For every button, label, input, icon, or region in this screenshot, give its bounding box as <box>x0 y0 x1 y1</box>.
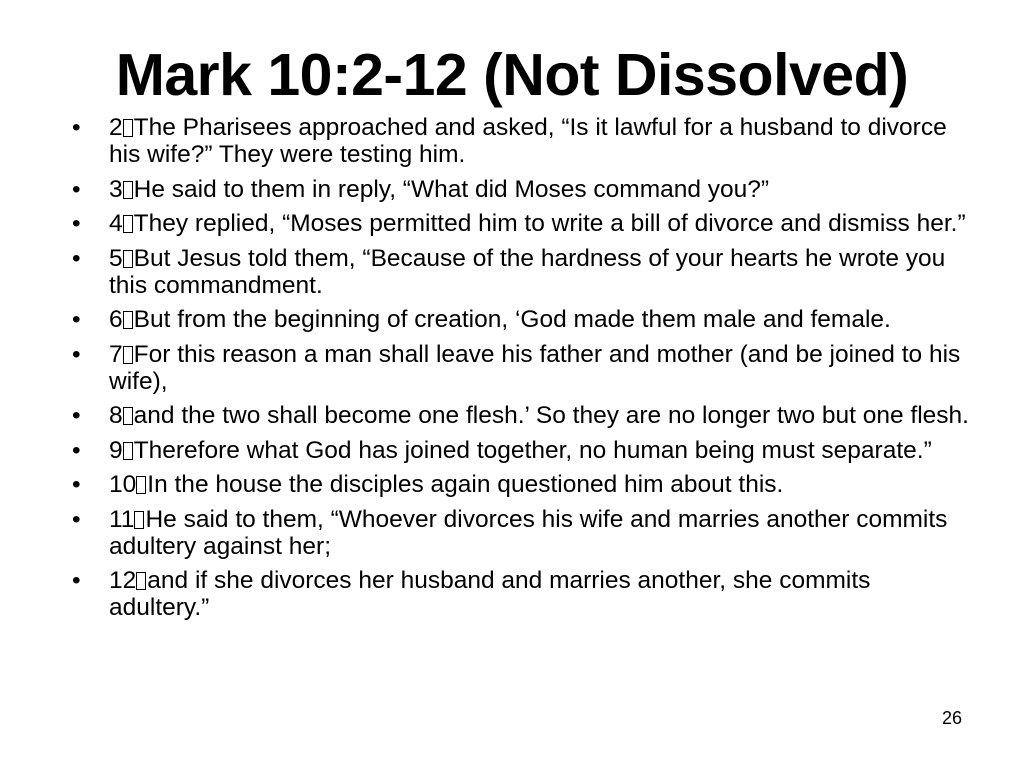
bullet-icon: • <box>72 436 81 464</box>
verse-item <box>72 402 972 429</box>
verse-item <box>72 245 972 299</box>
missing-glyph-icon <box>123 181 133 199</box>
missing-glyph-icon <box>136 572 146 590</box>
verse-text: The Pharisees approached and asked, “Is it lawful for a husband to divorce his wife?” They were testing him. <box>109 114 947 168</box>
verse-number: 8 <box>109 402 123 429</box>
bullet-icon: • <box>72 306 81 333</box>
missing-glyph-icon <box>136 476 146 494</box>
verse-number: 9 <box>109 436 123 464</box>
verse-text: For this reason a man shall leave his father and mother (and be joined to his wife), <box>109 340 961 395</box>
verse-text: Therefore what God has joined together, no human being must separate.” <box>133 436 932 464</box>
verse-text: He said to them, “Whoever divorces his wife and marries another commits adultery against her; <box>109 505 948 560</box>
missing-glyph-icon <box>123 119 133 137</box>
bullet-icon: • <box>72 114 81 141</box>
verse-item <box>72 210 972 237</box>
verse-text: They replied, “Moses permitted him to write a bill of divorce and dismiss her.” <box>133 210 966 237</box>
verse-number: 6 <box>109 306 123 333</box>
missing-glyph-icon <box>123 346 133 364</box>
bullet-icon: • <box>72 340 81 368</box>
verse-item <box>72 567 972 621</box>
verse-text: and the two shall become one flesh.’ So they are no longer two but one flesh. <box>133 402 969 429</box>
verse-item <box>72 506 972 560</box>
verse-text: But from the beginning of creation, ‘God made them male and female. <box>133 306 891 333</box>
verse-item <box>72 114 972 168</box>
bullet-icon: • <box>72 210 81 237</box>
missing-glyph-icon <box>123 442 133 460</box>
verse-item <box>72 306 972 333</box>
verse-text: But Jesus told them, “Because of the hardness of your hearts he wrote you this commandment. <box>109 244 946 299</box>
verse-number: 10 <box>109 471 137 498</box>
verse-number: 2 <box>109 114 123 141</box>
missing-glyph-icon <box>123 250 133 268</box>
verse-number: 11 <box>109 505 135 533</box>
missing-glyph-icon <box>123 215 133 233</box>
verse-text: He said to them in reply, “What did Moses command you?” <box>133 175 770 203</box>
missing-glyph-icon <box>134 511 144 529</box>
verse-list <box>72 114 972 629</box>
verse-item <box>72 437 972 464</box>
verse-item <box>72 341 972 395</box>
bullet-icon: • <box>72 471 81 498</box>
verse-item <box>72 471 972 498</box>
bullet-icon: • <box>72 402 81 429</box>
bullet-icon: • <box>72 505 81 533</box>
bullet-icon: • <box>72 567 81 594</box>
verse-number: 3 <box>109 175 123 203</box>
verse-number: 7 <box>109 340 123 368</box>
verse-text: and if she divorces her husband and marries another, she commits adultery.” <box>109 567 871 621</box>
slide-title: Mark 10:2-12 (Not Dissolved) <box>115 42 909 108</box>
verse-item <box>72 176 972 203</box>
page-number: 26 <box>941 708 962 728</box>
bullet-icon: • <box>72 244 81 272</box>
verse-number: 4 <box>109 210 123 237</box>
verse-number: 5 <box>109 244 123 272</box>
verse-number: 12 <box>109 567 137 594</box>
missing-glyph-icon <box>123 407 133 425</box>
bullet-icon: • <box>72 175 81 203</box>
missing-glyph-icon <box>123 311 133 329</box>
verse-text: In the house the disciples again questioned him about this. <box>147 471 784 498</box>
